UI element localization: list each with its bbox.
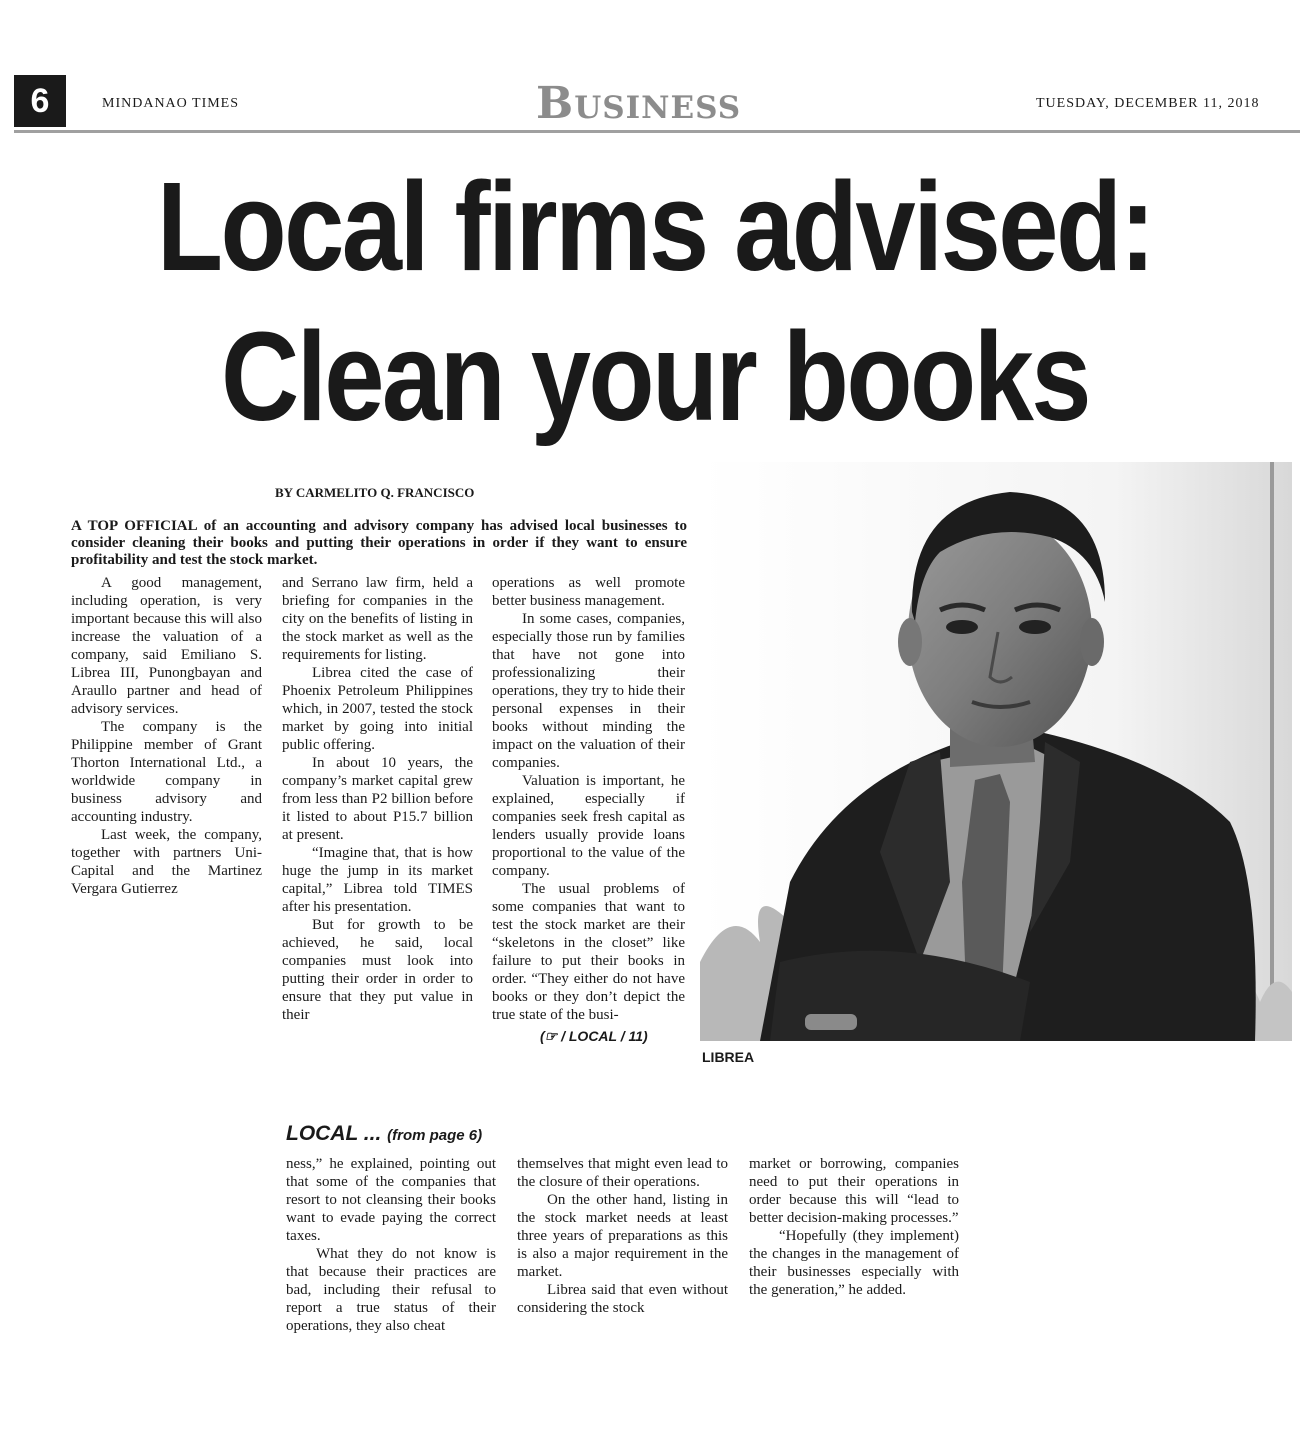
header-rule (14, 130, 1300, 133)
paragraph: operations as well promote better business management. (492, 575, 685, 609)
paragraph: A good management, including operation, is very important because this will also increase the valuation of a company, said Emiliano S. Librea III, Punongbayan and Araullo partner and head of advisory services. (71, 575, 262, 717)
paragraph: and Serrano law firm, held a briefing for companies in the city on the benefits of listing in the stock market as well as the requirements for listing. (282, 575, 473, 663)
portrait-illustration (700, 462, 1292, 1041)
article-column-2 (282, 574, 473, 1024)
lead-paragraph: A TOP OFFICIAL of an accounting and advisory company has advised local businesses to consider cleaning their books and putting their operations in order if they want to ensure profitability and test the stock market. (71, 518, 687, 568)
paragraph: Last week, the company, together with partners Uni-Capital and the Martinez Vergara Gutierrez (71, 827, 262, 897)
continuation-column-2 (517, 1155, 728, 1317)
headline (126, 152, 1184, 452)
paragraph: In about 10 years, the company’s market capital grew from less than P2 billion before it listed to about P15.7 billion at present. (282, 755, 473, 843)
paragraph: ness,” he explained, pointing out that some of the companies that resort to not cleansing their books want to evade paying the correct taxes. (286, 1156, 496, 1244)
continuation-title: LOCAL ... (286, 1122, 382, 1145)
paper-name: MINDANAO TIMES (102, 96, 240, 111)
paragraph: market or borrowing, companies need to put their operations in order because this will “lead to better decision-making processes.” (749, 1156, 959, 1226)
jump-line: (☞ / LOCAL / 11) (540, 1028, 648, 1044)
paragraph: The usual problems of some companies that want to test the stock market are their “skeletons in the closet” like failure to put their books in order. “They either do not have books or they don’t depict the true state of the busi- (492, 881, 685, 1023)
section-title: Business (536, 78, 742, 129)
article-column-1 (71, 574, 262, 898)
paragraph: Valuation is important, he explained, especially if companies seek fresh capital as lenders usually provide loans proportional to the value of the company. (492, 773, 685, 879)
paragraph: On the other hand, listing in the stock market needs at least three years of preparations as this is also a major requirement in the market. (517, 1192, 728, 1280)
paragraph: In some cases, companies, especially those run by families that have not gone into professionalizing their operations, they try to hide their personal expenses in their books without minding the impact on the valuation of their companies. (492, 611, 685, 771)
page-number: 6 (14, 75, 66, 127)
continuation-subtitle: (from page 6) (387, 1127, 483, 1144)
paragraph: What they do not know is that because their practices are bad, including their refusal to report a true status of their operations, they also cheat (286, 1246, 496, 1334)
paragraph: The company is the Philippine member of Grant Thorton International Ltd., a worldwide company in business advisory and accounting industry. (71, 719, 262, 825)
article-column-3 (492, 574, 685, 1024)
continuation-column-1 (286, 1155, 496, 1335)
paragraph: Librea said that even without considering the stock (517, 1282, 728, 1316)
paragraph: “Hopefully (they implement) the changes in the management of their businesses especially with the generation,” he added. (749, 1228, 959, 1298)
paragraph: “Imagine that, that is how huge the jump in its market capital,” Librea told TIMES after his presentation. (282, 845, 473, 915)
continuation-heading (286, 1122, 482, 1146)
byline: BY CARMELITO Q. FRANCISCO (275, 485, 475, 500)
headline-line-2: Clean your books (221, 306, 1089, 447)
paragraph: But for growth to be achieved, he said, local companies must look into putting their order in order to ensure that they put value in their (282, 917, 473, 1023)
paragraph: themselves that might even lead to the closure of their operations. (517, 1156, 728, 1190)
continuation-column-3 (749, 1155, 959, 1299)
photo-caption: LIBREA (702, 1049, 755, 1065)
paragraph: Librea cited the case of Phoenix Petroleum Philippines which, in 2007, tested the stock market by going into initial public offering. (282, 665, 473, 753)
headline-line-1: Local firms advised: (156, 156, 1154, 297)
portrait-photo (700, 462, 1292, 1041)
issue-date: TUESDAY, DECEMBER 11, 2018 (1036, 96, 1260, 111)
